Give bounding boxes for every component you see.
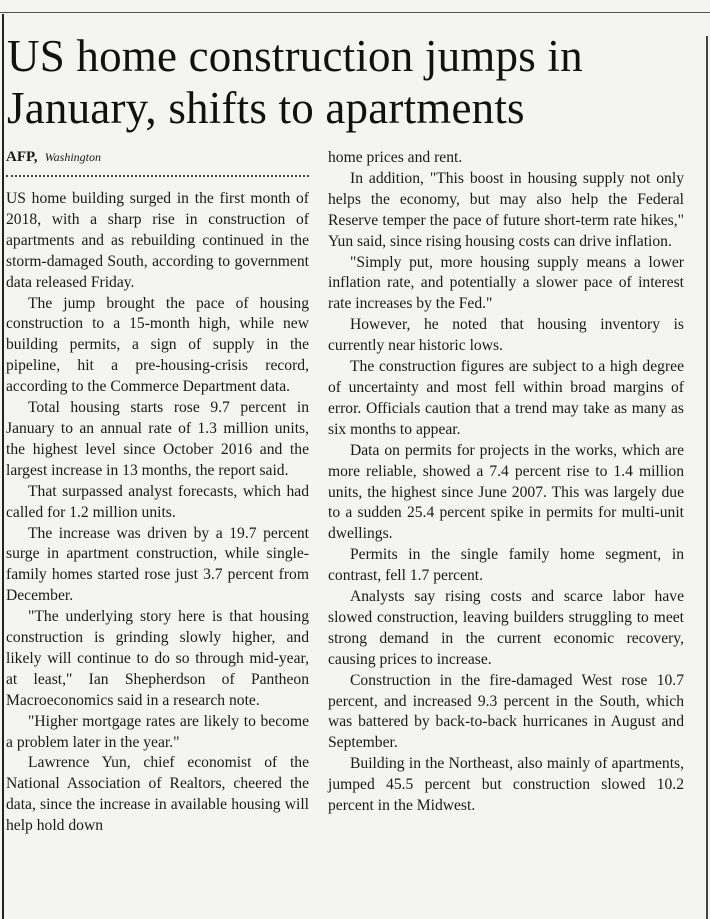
paragraph: The increase was driven by a 19.7 percent surge in apartment construction, while single-family homes started rose just 3.7 percent from December. [6, 524, 309, 605]
paragraph: home prices and rent. [328, 149, 463, 166]
article-column-right [328, 148, 684, 817]
paragraph: Data on permits for projects in the works, which are more reliable, showed a 7.4 percent rise to 1.4 million units, the highest since June 2007. This was largely due to a sudden 25.4 percent spike in permits for multi-unit dwellings. [328, 441, 684, 543]
paragraph: Construction in the fire-damaged West rose 10.7 percent, and increased 9.3 percent in the South, which was battered by back-to-back hurricanes in August and September. [328, 671, 684, 752]
right-column-rule [706, 36, 708, 919]
byline-agency: AFP, [6, 149, 38, 165]
paragraph: Permits in the single family home segment, in contrast, fell 1.7 percent. [328, 546, 684, 585]
paragraph: Lawrence Yun, chief economist of the National Association of Realtors, cheered the data, since the increase in available housing will help hold down [6, 754, 309, 835]
paragraph: US home building surged in the first month of 2018, with a sharp rise in construction of apartments and as rebuilding continued in the storm-damaged South, according to government data released Friday. [6, 190, 309, 291]
top-rule [0, 12, 710, 13]
byline [6, 148, 309, 167]
byline-divider [6, 167, 309, 177]
paragraph: That surpassed analyst forecasts, which had called for 1.2 million units. [6, 482, 309, 521]
paragraph: The construction figures are subject to a high degree of uncertainty and most fell within broad margins of error. Officials caution that a trend may take as many as six months to appear. [328, 358, 684, 438]
paragraph: "The underlying story here is that housing construction is grinding slowly higher, and likely will continue to do so through mid-year, at least," Ian Shepherdson of Pantheon Macroeconomics said in a research note. [6, 608, 309, 709]
paragraph: In addition, "This boost in housing supply not only helps the economy, but may also help the Federal Reserve temper the pace of future short-term rate hikes," Yun said, since rising housing costs can drive inflation. [328, 169, 684, 250]
paragraph: Building in the Northeast, also mainly of apartments, jumped 45.5 percent but construction slowed 10.2 percent in the Midwest. [328, 755, 684, 815]
paragraph: "Higher mortgage rates are likely to become a problem later in the year." [6, 712, 309, 751]
left-column-rule [2, 14, 4, 919]
article-column-left [6, 148, 309, 837]
paragraph: However, he noted that housing inventory is currently near historic lows. [328, 316, 684, 355]
headline: US home construction jumps in January, shifts to apartments [7, 31, 583, 133]
byline-location: Washington [44, 150, 102, 164]
paragraph: Total housing starts rose 9.7 percent in January to an annual rate of 1.3 million units, the highest level since October 2016 and the largest increase in 13 months, the report said. [6, 399, 309, 479]
paragraph: "Simply put, more housing supply means a lower inflation rate, and potentially a slower pace of interest rate increases by the Fed." [328, 253, 684, 313]
paragraph: Analysts say rising costs and scarce labor have slowed construction, leaving builders struggling to meet strong demand in the current economic recovery, causing prices to increase. [328, 588, 684, 668]
paragraph: The jump brought the pace of housing construction to a 15-month high, while new building permits, a sign of supply in the pipeline, hit a pre-housing-crisis record, according to the Commerce Department data. [6, 294, 309, 396]
